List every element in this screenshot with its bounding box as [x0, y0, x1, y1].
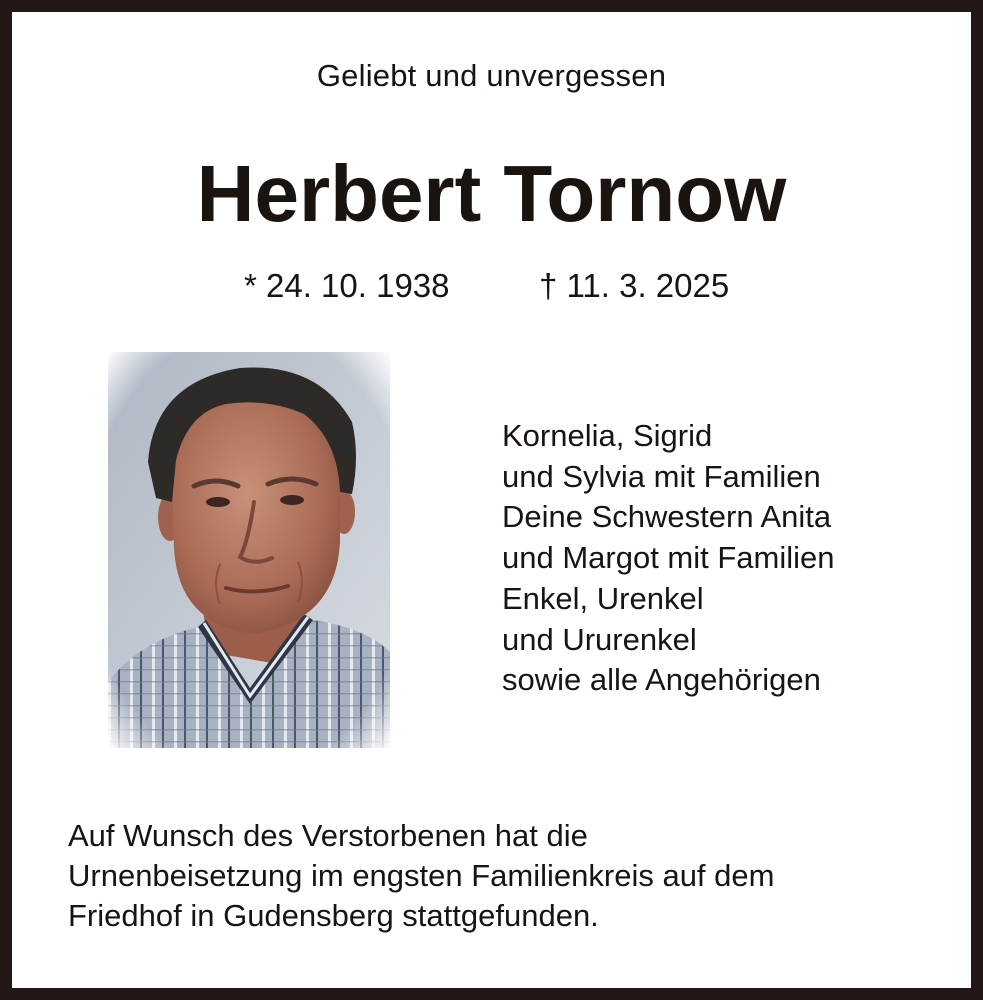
mourners-list — [502, 416, 835, 701]
mourners-line: und Sylvia mit Familien — [502, 458, 821, 494]
mourners-line: Deine Schwestern Anita — [502, 499, 832, 535]
closing-line: Friedhof in Gudensberg stattgefunden. — [68, 898, 599, 933]
mourners-line: und Margot mit Familien — [502, 540, 835, 576]
portrait-photo — [108, 352, 390, 748]
mourners-line: sowie alle Angehörigen — [502, 662, 821, 698]
closing-line: Auf Wunsch des Verstorbenen hat die — [68, 818, 588, 853]
closing-statement — [68, 816, 774, 936]
mourners-line: Enkel, Urenkel — [502, 580, 704, 616]
deceased-name: Herbert Tornow — [196, 149, 787, 238]
closing-line: Urnenbeisetzung im engsten Familienkreis auf dem — [68, 858, 775, 893]
death-date: † 11. 3. 2025 — [539, 267, 730, 304]
mourners-line: Kornelia, Sigrid — [502, 418, 713, 453]
mourners-line: und Ururenkel — [502, 621, 697, 657]
birth-date: * 24. 10. 1938 — [244, 267, 450, 304]
portrait-illustration — [108, 352, 390, 748]
motto-line: Geliebt und unvergessen — [316, 58, 667, 93]
